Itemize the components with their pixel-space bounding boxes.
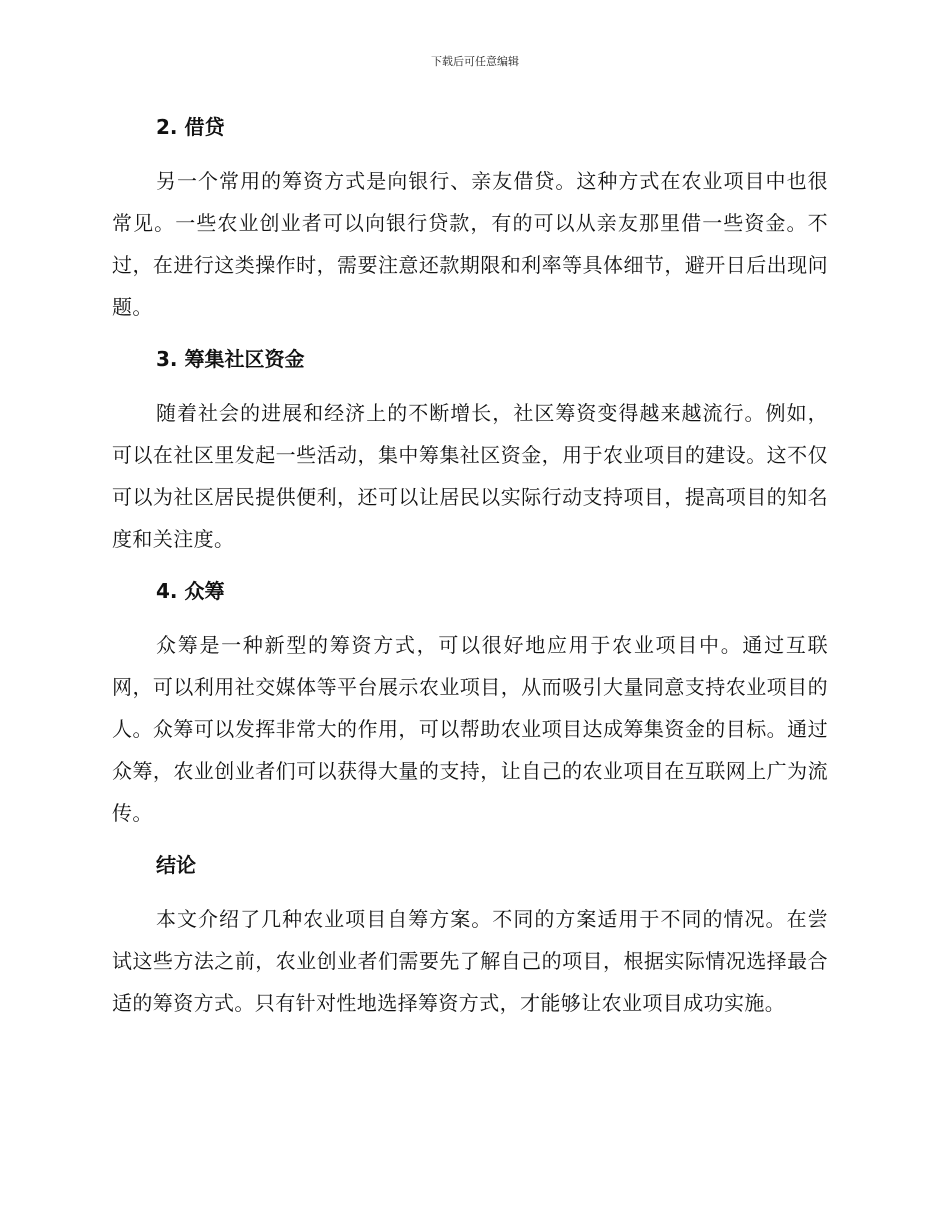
section-heading: 3. 筹集社区资金 (156, 347, 305, 371)
section-paragraph: 另一个常用的筹资方式是向银行、亲友借贷。这种方式在农业项目中也很常见。一些农业创业者可以向银行贷款，有的可以从亲友那里借一些资金。不过，在进行这类操作时，需要注意还款期限和利率等具体细节，避开日后出现问题。 (112, 169, 828, 319)
section-heading: 结论 (156, 853, 196, 877)
section-crowdfunding (112, 574, 828, 834)
section-conclusion (112, 848, 828, 1024)
section-paragraph: 随着社会的进展和经济上的不断增长，社区筹资变得越来越流行。例如，可以在社区里发起一些活动，集中筹集社区资金，用于农业项目的建设。这不仅可以为社区居民提供便利，还可以让居民以实际行动支持项目，提高项目的知名度和关注度。 (112, 401, 828, 551)
section-community-funds (112, 342, 828, 560)
section-heading: 4. 众筹 (156, 579, 225, 603)
section-paragraph: 本文介绍了几种农业项目自筹方案。不同的方案适用于不同的情况。在尝试这些方法之前，农业创业者们需要先了解自己的项目，根据实际情况选择最合适的筹资方式。只有针对性地选择筹资方式，才能够让农业项目成功实施。 (112, 907, 828, 1015)
page-header-note: 下载后可任意编辑 (431, 55, 519, 68)
section-loans (112, 110, 828, 328)
section-heading: 2. 借贷 (156, 115, 225, 139)
document-body (112, 110, 828, 1024)
section-paragraph: 众筹是一种新型的筹资方式，可以很好地应用于农业项目中。通过互联网，可以利用社交媒体等平台展示农业项目，从而吸引大量同意支持农业项目的人。众筹可以发挥非常大的作用，可以帮助农业项目达成筹集资金的目标。通过众筹，农业创业者们可以获得大量的支持，让自己的农业项目在互联网上广为流传。 (112, 633, 828, 825)
